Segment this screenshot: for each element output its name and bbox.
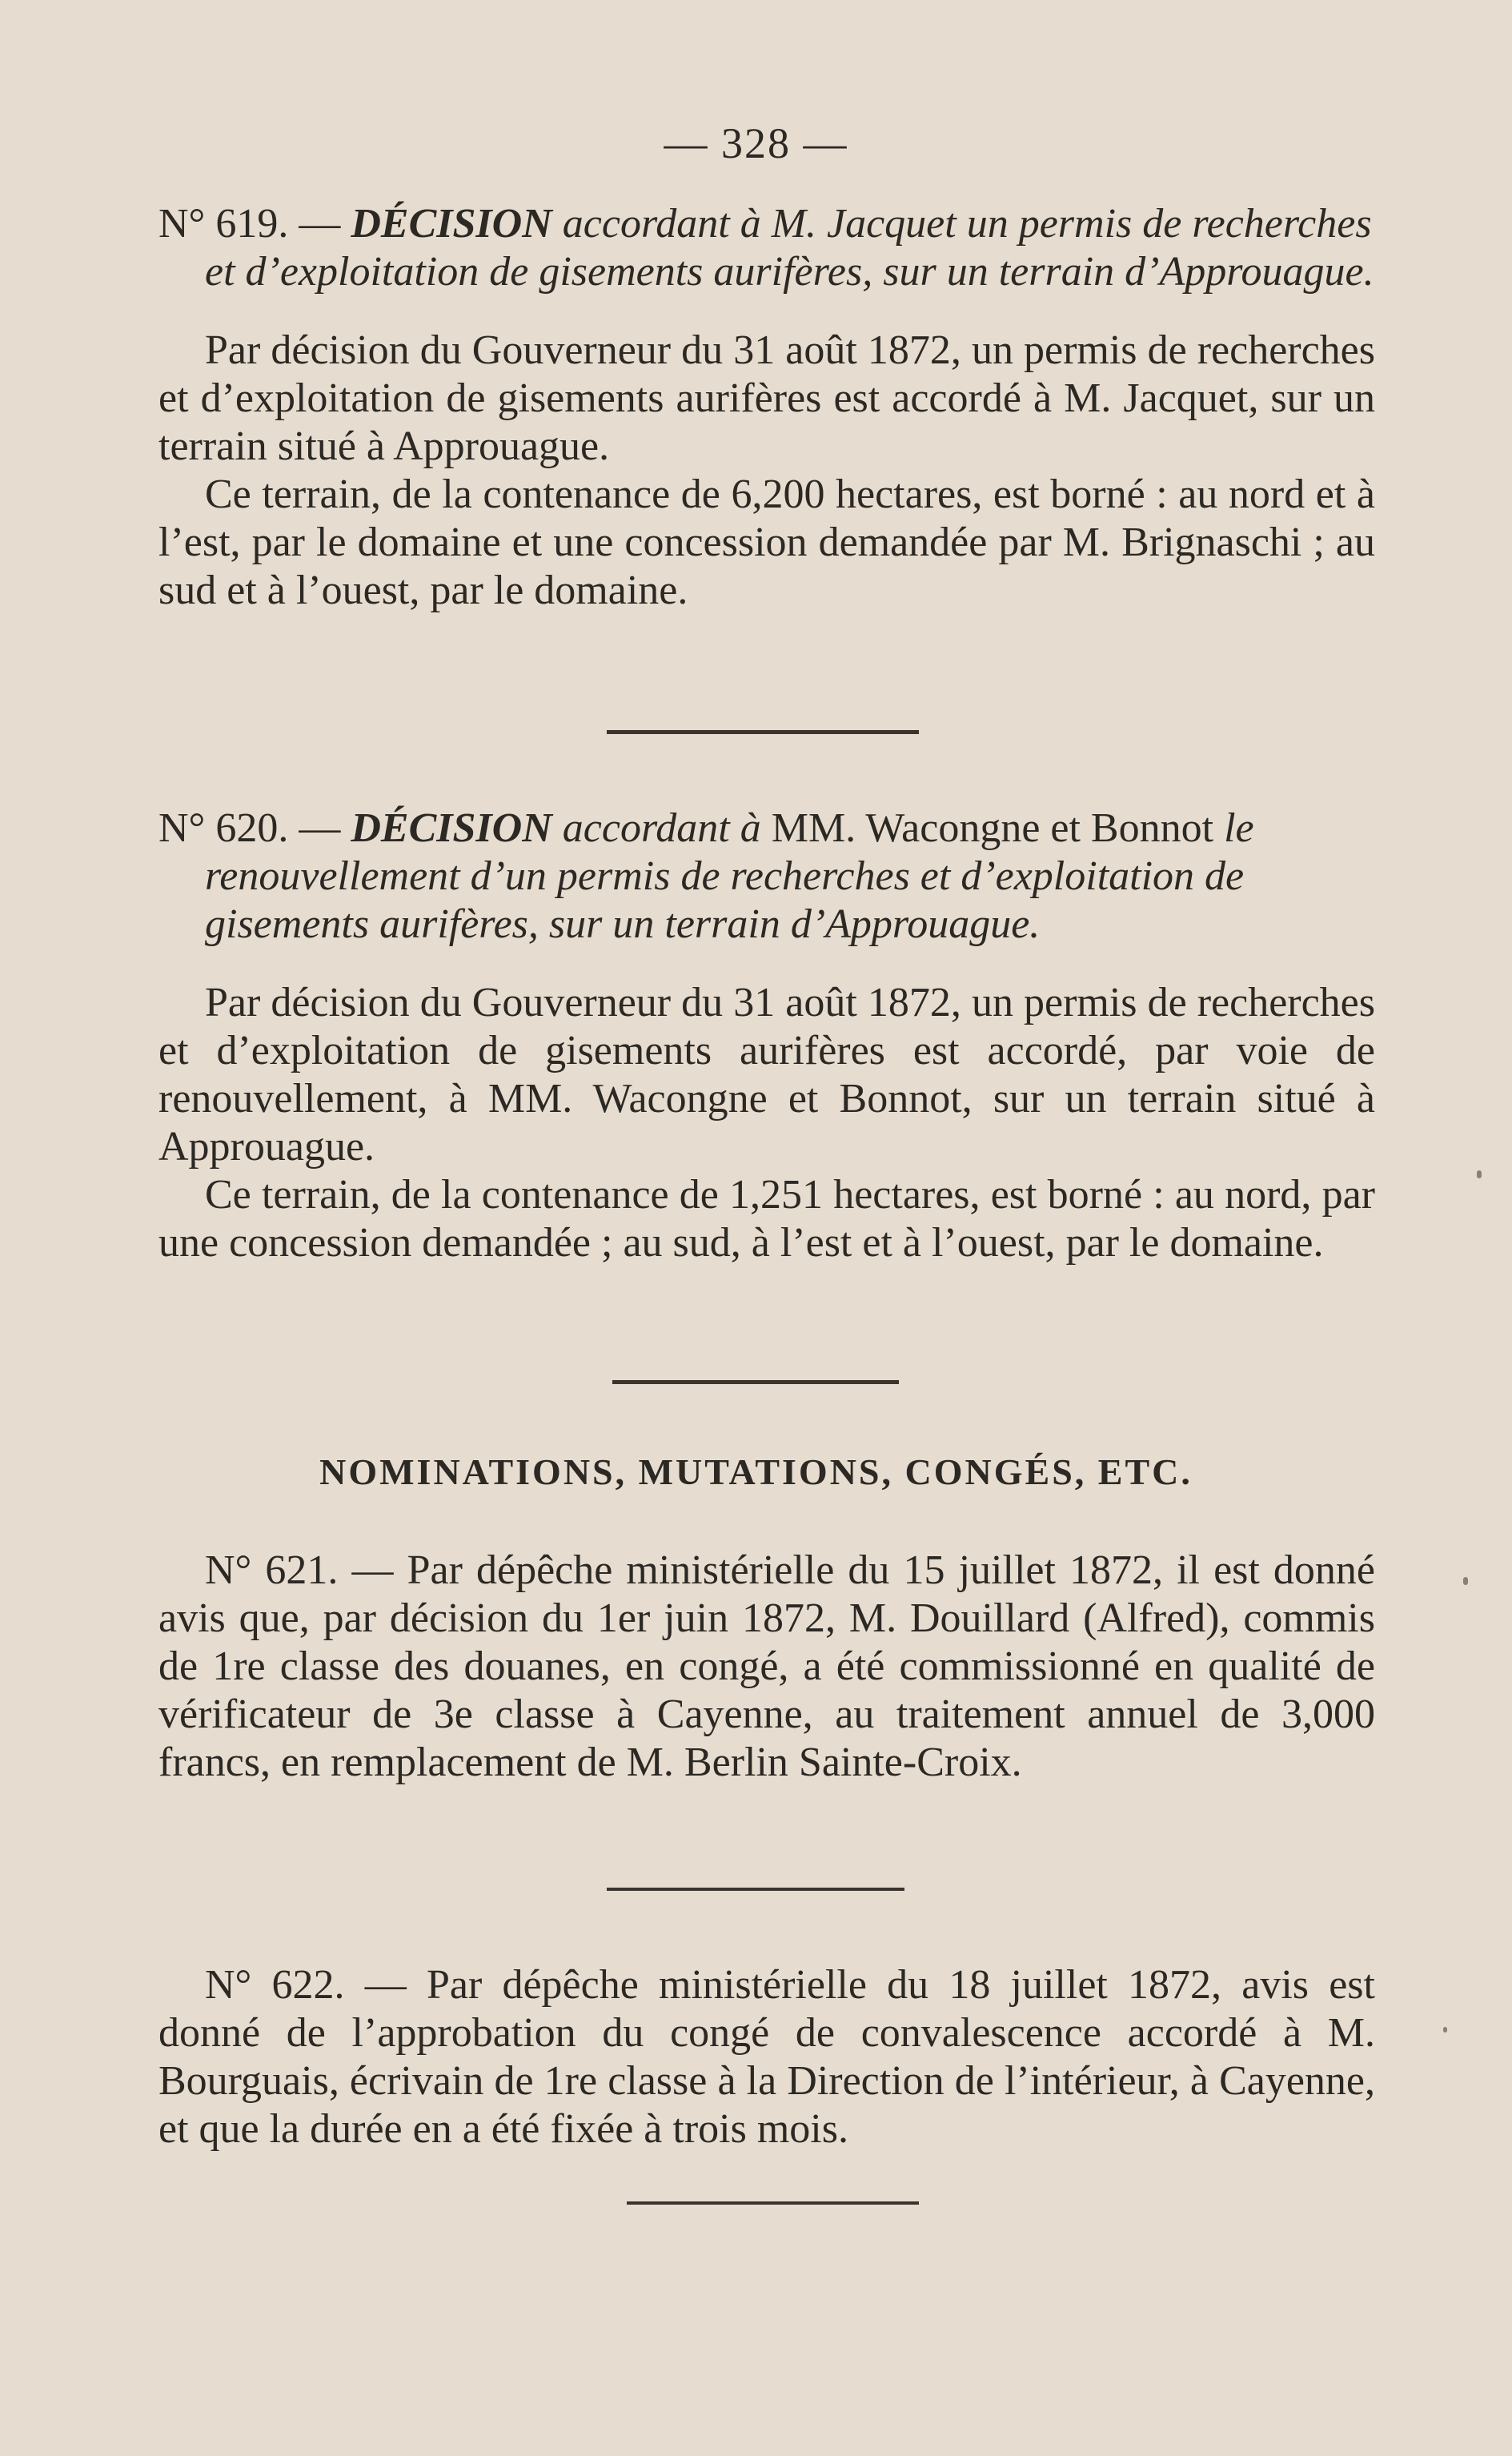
notice-622-text: N° 622. — Par dépêche ministérielle du 18 juillet 1872, avis est donné de l’approbation du congé de convalescence accordé à M. Bourguais, écrivain de 1re classe à la Direction de l’intérieur, à Cayenne, et que la durée en a été fixée à trois mois. xyxy=(158,1962,1375,2152)
entry-620-number: N° 620. — xyxy=(158,805,341,851)
separator-rule xyxy=(607,1888,904,1891)
separator-rule xyxy=(612,1380,899,1384)
entry-620 xyxy=(158,805,1375,1267)
separator-rule xyxy=(607,730,919,734)
entry-619-number: N° 619. — xyxy=(158,201,341,247)
entry-620-heading xyxy=(158,805,1375,949)
entry-619-heading-text: accordant à M. Jacquet un permis de recherches et d’exploitation de gisements aurifères, sur un terrain d’Approuague. xyxy=(205,201,1374,295)
entry-620-keyword: DÉCISION xyxy=(351,805,552,851)
entry-620-paragraph-1: Par décision du Gouverneur du 31 août 1872, un permis de recherches et d’exploitation de gisements aurifères est accordé, par voie de renouvellement, à MM. Wacongne et Bonnot, sur un terrain situé à Approuague. xyxy=(158,980,1375,1170)
entry-620-paragraph-2: Ce terrain, de la contenance de 1,251 hectares, est borné : au nord, par une concession demandée ; au sud, à l’est et à l’ouest, par le domaine. xyxy=(158,1172,1375,1266)
entry-619 xyxy=(158,200,1375,615)
paper-speck xyxy=(1443,2027,1447,2033)
paper-speck xyxy=(1477,1170,1482,1178)
page-number: — 328 — xyxy=(664,119,848,167)
entry-619-heading xyxy=(158,200,1375,296)
notice-621 xyxy=(158,1547,1375,1787)
notice-621-text: N° 621. — Par dépêche ministérielle du 15 juillet 1872, il est donné avis que, par décision du 1er juin 1872, M. Douillard (Alfred), commis de 1re classe des douanes, en congé, a été commissionné en qualité de vérificateur de 3e classe à Cayenne, au traitement annuel de 3,000 francs, en remplacement de M. Berlin Sainte-Croix. xyxy=(158,1547,1375,1785)
separator-rule xyxy=(627,2201,919,2205)
section-title: NOMINATIONS, MUTATIONS, CONGÉS, ETC. xyxy=(319,1451,1193,1492)
entry-619-paragraph-2: Ce terrain, de la contenance de 6,200 hectares, est borné : au nord et à l’est, par le domaine et une concession demandée par M. Brignaschi ; au sud et à l’ouest, par le domaine. xyxy=(158,472,1375,613)
notice-622 xyxy=(158,1961,1375,2153)
paper-speck xyxy=(1463,1577,1468,1585)
entry-620-heading-text: le renouvellement d’un permis de recherches et d’exploitation de gisements aurifères, sur un terrain d’Approuague. xyxy=(205,805,1254,947)
entry-619-paragraph-1: Par décision du Gouverneur du 31 août 1872, un permis de recherches et d’exploitation de gisements aurifères est accordé à M. Jacquet, sur un terrain situé à Approuague. xyxy=(158,327,1375,469)
entry-620-heading-names: MM. Wacongne et Bonnot xyxy=(771,805,1214,851)
entry-620-heading-mid: accordant à xyxy=(562,805,761,851)
entry-619-keyword: DÉCISION xyxy=(351,201,552,247)
